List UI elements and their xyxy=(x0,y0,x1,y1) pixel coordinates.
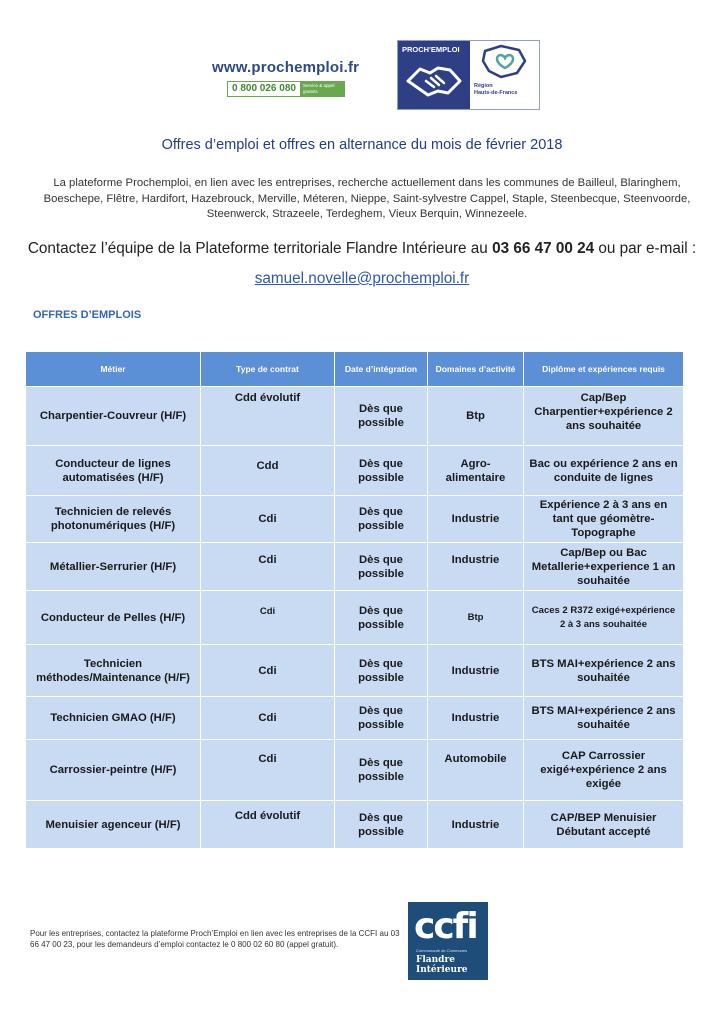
cell-metier: Charpentier-Couvreur (H/F) xyxy=(26,387,201,446)
ccfi-logo-name: Flandre Intérieure xyxy=(416,955,468,975)
table-row xyxy=(26,740,684,801)
free-phone-number: 0 800 026 080 xyxy=(232,83,296,94)
ccfi-logo-subtitle: Communauté de Communes xyxy=(416,948,468,953)
website-link[interactable]: www.prochemploi.fr xyxy=(212,59,360,76)
cell-date: Dès que possible xyxy=(335,740,428,801)
contact-email-link[interactable]: samuel.novelle@prochemploi.fr xyxy=(254,270,470,287)
cell-domaine: Industrie xyxy=(428,496,524,543)
cell-diplome: Bac ou expérience 2 ans en conduite de lignes xyxy=(524,446,684,496)
column-header-metier: Métier xyxy=(26,352,201,387)
cell-domaine: Automobile xyxy=(428,740,524,801)
cell-date: Dès que possible xyxy=(335,591,428,645)
table-row xyxy=(26,496,684,543)
cell-date: Dès que possible xyxy=(335,446,428,496)
cell-diplome: CAP/BEP Menuisier Débutant accepté xyxy=(524,801,684,849)
table-row xyxy=(26,645,684,697)
cell-domaine: Btp xyxy=(428,591,524,645)
cell-domaine: Industrie xyxy=(428,543,524,591)
region-label: Région Hauts-de-France xyxy=(474,83,518,96)
table-row xyxy=(26,801,684,849)
cell-domaine: Industrie xyxy=(428,801,524,849)
footer-note: Pour les entreprises, contactez la plateforme Proch’Emploi en lien avec les entreprises de la CCFI au 03 66 47 00 23, pour les demandeurs d’emploi contactez le 0 800 02 60 80 (appel gratuit). xyxy=(30,929,400,950)
free-phone-badge xyxy=(227,81,345,97)
handshake-icon xyxy=(398,41,470,109)
free-phone-tag: Service & appel gratuits xyxy=(300,82,344,96)
ccfi-logo xyxy=(408,902,488,980)
cell-metier: Technicien GMAO (H/F) xyxy=(26,697,201,740)
cell-date: Dès que possible xyxy=(335,543,428,591)
cell-metier: Technicien méthodes/Maintenance (H/F) xyxy=(26,645,201,697)
table-row xyxy=(26,543,684,591)
page-title: Offres d’emploi et offres en alternance du mois de février 2018 xyxy=(161,137,563,153)
cell-contrat: Cdi xyxy=(201,645,335,697)
contact-line: Contactez l’équipe de la Plateforme territoriale Flandre Intérieure au 03 66 47 00 24 ou par e-mail : xyxy=(27,240,697,257)
table-header-row xyxy=(26,352,684,387)
prochemploi-logo xyxy=(397,40,540,110)
table-row xyxy=(26,387,684,446)
contact-phone: 03 66 47 00 24 xyxy=(492,240,595,257)
cell-date: Dès que possible xyxy=(335,387,428,446)
cell-metier: Conducteur de lignes automatisées (H/F) xyxy=(26,446,201,496)
cell-contrat: Cdi xyxy=(201,591,335,645)
logo-brand-text: PROCH'EMPLOI xyxy=(402,45,460,54)
table-row xyxy=(26,697,684,740)
cell-date: Dès que possible xyxy=(335,496,428,543)
column-header-domaine: Domaines d’activité xyxy=(428,352,524,387)
cell-date: Dès que possible xyxy=(335,697,428,740)
region-map-icon xyxy=(471,41,539,83)
cell-date: Dès que possible xyxy=(335,801,428,849)
cell-metier: Menuisier agenceur (H/F) xyxy=(26,801,201,849)
column-header-date: Date d’intégration xyxy=(335,352,428,387)
cell-diplome: CAP Carrossier exigé+expérience 2 ans exigée xyxy=(524,740,684,801)
cell-contrat: Cdd xyxy=(201,446,335,496)
cell-contrat: Cdd évolutif xyxy=(201,801,335,849)
cell-date: Dès que possible xyxy=(335,645,428,697)
cell-diplome: BTS MAI+expérience 2 ans souhaitée xyxy=(524,697,684,740)
cell-metier: Métallier-Serrurier (H/F) xyxy=(26,543,201,591)
cell-domaine: Agro-alimentaire xyxy=(428,446,524,496)
cell-contrat: Cdd évolutif xyxy=(201,387,335,446)
cell-contrat: Cdi xyxy=(201,697,335,740)
cell-contrat: Cdi xyxy=(201,496,335,543)
cell-diplome: Caces 2 R372 exigé+expérience 2 à 3 ans souhaitée xyxy=(524,591,684,645)
cell-diplome: Expérience 2 à 3 ans en tant que géomètre-Topographe xyxy=(524,496,684,543)
cell-contrat: Cdi xyxy=(201,740,335,801)
cell-domaine: Btp xyxy=(428,387,524,446)
section-title: OFFRES D’EMPLOIS xyxy=(33,309,142,321)
column-header-contrat: Type de contrat xyxy=(201,352,335,387)
cell-domaine: Industrie xyxy=(428,645,524,697)
column-header-diplome: Diplôme et expériences requis xyxy=(524,352,684,387)
cell-domaine: Industrie xyxy=(428,697,524,740)
job-offers-table xyxy=(25,351,684,849)
cell-metier: Technicien de relevés photonumériques (H/F) xyxy=(26,496,201,543)
cell-diplome: BTS MAI+expérience 2 ans souhaitée xyxy=(524,645,684,697)
cell-metier: Carrossier-peintre (H/F) xyxy=(26,740,201,801)
cell-diplome: Cap/Bep ou Bac Metallerie+experience 1 an souhaitée xyxy=(524,543,684,591)
cell-metier: Conducteur de Pelles (H/F) xyxy=(26,591,201,645)
cell-diplome: Cap/Bep Charpentier+expérience 2 ans souhaitée xyxy=(524,387,684,446)
intro-paragraph: La plateforme Prochemploi, en lien avec les entreprises, recherche actuellement dans les communes de Bailleul, Blaringhem, Boeschepe, Flêtre, Hardifort, Hazebrouck, Merville, Méteren, Nieppe, Saint-sylvestre Cappel, Staple, Steenbecque, Steenvoorde, Steenwerck, Strazeele, Terdeghem, Vieux Berquin, Winnezeele. xyxy=(43,177,691,220)
table-row xyxy=(26,446,684,496)
cell-contrat: Cdi xyxy=(201,543,335,591)
table-row xyxy=(26,591,684,645)
ccfi-logo-letters: ccfi xyxy=(414,906,477,947)
